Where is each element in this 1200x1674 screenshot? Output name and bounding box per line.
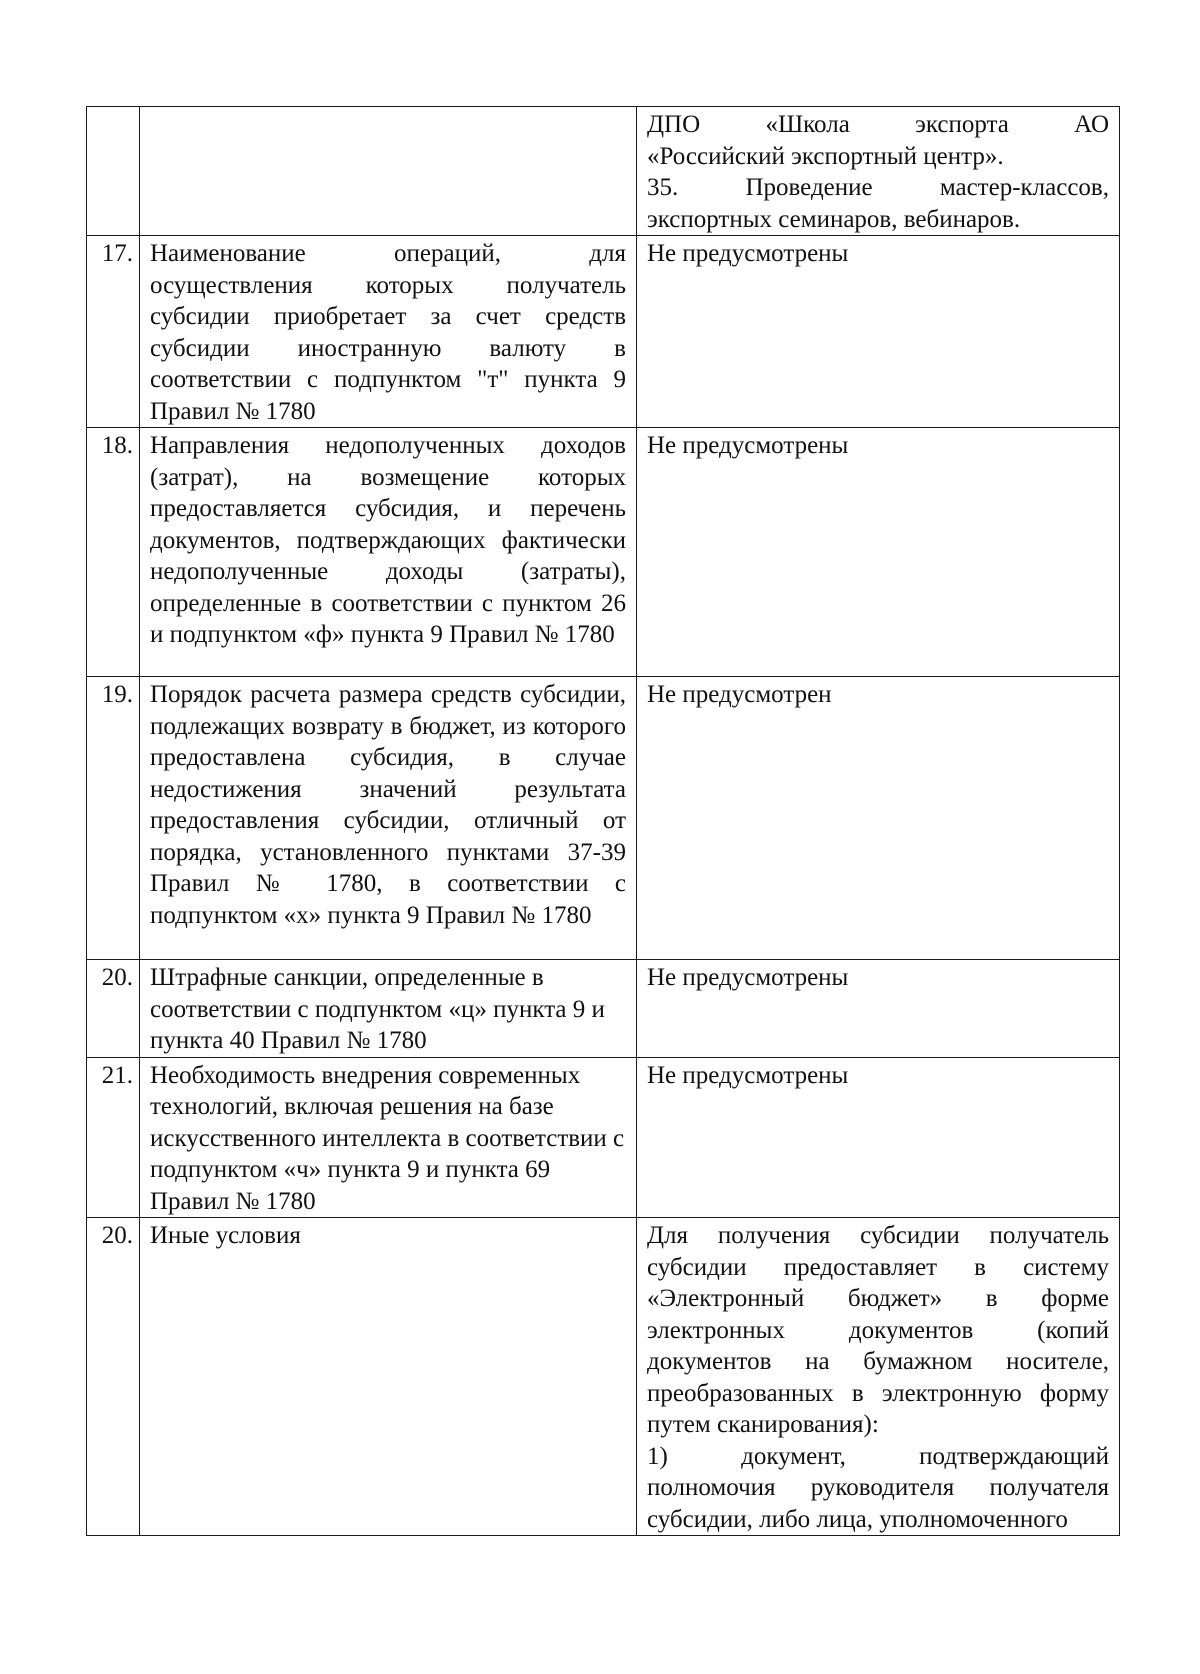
row-number: 20. — [87, 1218, 140, 1536]
row-number: 19. — [87, 677, 140, 960]
continuation-line: 35. Проведение мастер-классов, — [647, 174, 1109, 201]
row-description: Направления недополученных доходов (затрат), на возмещение которых предоставляется субсидия, и перечень документов, подтверждающих фактически недополученные доходы (затраты), определенные в соответствии с пунктом 26 и подпунктом «ф» пункта 9 Правил № 1780 — [140, 428, 637, 677]
row-description: Иные условия — [140, 1218, 637, 1536]
table-row — [87, 1218, 1120, 1536]
row-number: 18. — [87, 428, 140, 677]
continuation-line: ДПО «Школа экспорта АО — [647, 111, 1109, 138]
row-description: Штрафные санкции, определенные в соответствии с подпунктом «ц» пункта 9 и пункта 40 Правил № 1780 — [140, 960, 637, 1058]
row-description: Порядок расчета размера средств субсидии, подлежащих возврату в бюджет, из которого предоставлена субсидия, в случае недостижения значений результата предоставления субсидии, отличный от порядка, установленного пунктами 37-39 Правил № 1780, в соответствии с подпунктом «х» пункта 9 Правил № 1780 — [140, 677, 637, 960]
table-row-continuation — [87, 107, 1120, 236]
table-row — [87, 677, 1120, 960]
row-description: Необходимость внедрения современных технологий, включая решения на базе искусственного интеллекта в соответствии с подпунктом «ч» пункта 9 и пункта 69 Правил № 1780 — [140, 1057, 637, 1218]
table-row — [87, 236, 1120, 428]
row-number: 21. — [87, 1057, 140, 1218]
continuation-line: «Российский экспортный центр». — [647, 142, 1004, 170]
row-value: Не предусмотрены — [637, 1057, 1120, 1218]
row-value: Для получения субсидии получатель субсидии предоставляет в систему «Электронный бюджет» в форме электронных документов (копий документов на бумажном носителе, преобразованных в электронную форму путем сканирования): — [647, 1222, 1109, 1438]
table-row — [87, 960, 1120, 1058]
row-value: Не предусмотрен — [637, 677, 1120, 960]
table-row — [87, 1057, 1120, 1218]
conditions-table — [86, 106, 1120, 1536]
row-value-cell — [637, 1218, 1120, 1536]
table-row — [87, 428, 1120, 677]
continuation-line: экспортных семинаров, вебинаров. — [647, 205, 1021, 233]
row-value-cell — [637, 107, 1120, 236]
row-value-item: 1) документ, подтверждающий полномочия руководителя получателя субсидии, либо лица, уполномоченного — [647, 1442, 1109, 1533]
row-value: Не предусмотрены — [637, 236, 1120, 428]
row-description-cell — [140, 107, 637, 236]
row-description: Наименование операций, для осуществления которых получатель субсидии приобретает за счет средств субсидии иностранную валюту в соответствии с подпунктом "т" пункта 9 Правил № 1780 — [140, 236, 637, 428]
row-number-cell — [87, 107, 140, 236]
row-number: 17. — [87, 236, 140, 428]
row-value: Не предусмотрены — [637, 960, 1120, 1058]
row-value: Не предусмотрены — [637, 428, 1120, 677]
row-number: 20. — [87, 960, 140, 1058]
